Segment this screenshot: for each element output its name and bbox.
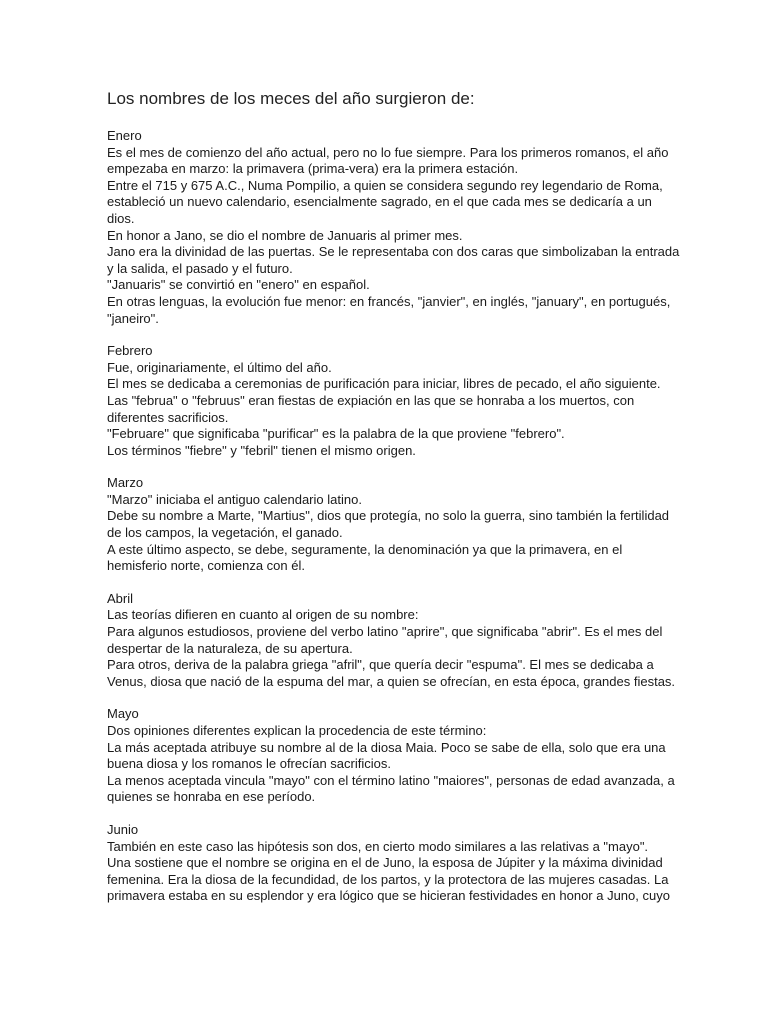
text-line: "Januaris" se convirtió en "enero" en español.: [107, 277, 370, 293]
sections-container: [107, 128, 712, 905]
text-line: "Februare" que significaba "purificar" es la palabra de la que proviene "febrero".: [107, 426, 565, 442]
section-febrero: [107, 343, 712, 459]
text-line: Debe su nombre a Marte, "Martius", dios que protegía, no solo la guerra, sino también la fertilidad: [107, 508, 670, 524]
text-line: "Marzo" iniciaba el antiguo calendario latino.: [107, 491, 362, 507]
text-line: Entre el 715 y 675 A.C., Numa Pompilio, a quien se considera segundo rey legendario de Roma,: [107, 177, 663, 193]
section-junio: [107, 822, 712, 905]
text-line: quienes se honraba en ese período.: [107, 789, 316, 805]
section-body: [107, 360, 712, 460]
text-line: buena diosa y los romanos le ofrecían sacrificios.: [107, 756, 391, 772]
text-line: y la salida, el pasado y el futuro.: [107, 260, 293, 276]
section-enero: [107, 128, 712, 327]
text-line: femenina. Era la diosa de la fecundidad, de los partos, y la protectora de las mujeres casadas. La: [107, 871, 669, 887]
text-line: despertar de la naturaleza, de su apertura.: [107, 640, 353, 656]
text-line: empezaba en marzo: la primavera (prima-vera) era la primera estación.: [107, 161, 519, 177]
text-line: Los términos "fiebre" y "febril" tienen el mismo origen.: [107, 442, 416, 458]
section-body: [107, 607, 712, 690]
text-line: hemisferio norte, comienza con él.: [107, 558, 305, 574]
section-heading: Abril: [107, 590, 134, 606]
section-heading: Marzo: [107, 475, 144, 491]
text-line: estableció un nuevo calendario, esencialmente sagrado, en el que cada mes se dedicaría a un: [107, 194, 652, 210]
text-line: También en este caso las hipótesis son dos, en cierto modo similares a las relativas a "mayo".: [107, 838, 649, 854]
section-heading: Enero: [107, 128, 142, 143]
section-marzo: [107, 475, 712, 575]
text-line: En honor a Jano, se dio el nombre de Januaris al primer mes.: [107, 227, 463, 243]
text-line: El mes se dedicaba a ceremonias de purificación para iniciar, libres de pecado, el año siguiente.: [107, 376, 661, 392]
section-body: [107, 723, 712, 806]
text-line: Es el mes de comienzo del año actual, pero no lo fue siempre. Para los primeros romanos, el año: [107, 144, 669, 160]
text-line: A este último aspecto, se debe, seguramente, la denominación ya que la primavera, en el: [107, 541, 623, 557]
text-line: de los campos, la vegetación, el ganado.: [107, 525, 343, 541]
text-line: Para otros, deriva de la palabra griega "afril", que quería decir "espuma". El mes se dedicaba a: [107, 657, 654, 673]
text-line: Jano era la divinidad de las puertas. Se le representaba con dos caras que simbolizaban la entrada: [107, 244, 680, 260]
text-line: "janeiro".: [107, 310, 159, 326]
text-line: Para algunos estudiosos, proviene del verbo latino "aprire", que significaba "abrir". Es el mes del: [107, 624, 663, 640]
text-line: La más aceptada atribuye su nombre al de la diosa Maia. Poco se sabe de ella, solo que era una: [107, 739, 666, 755]
text-line: dios.: [107, 210, 135, 226]
section-heading: Febrero: [107, 343, 153, 359]
text-line: Las teorías difieren en cuanto al origen de su nombre:: [107, 607, 419, 623]
text-line: Las "februa" o "februus" eran fiestas de expiación en las que se honraba a los muertos, con: [107, 392, 635, 408]
text-line: En otras lenguas, la evolución fue menor: en francés, "janvier", en inglés, "january", en portugués,: [107, 293, 671, 309]
section-body: [107, 839, 712, 905]
section-abril: [107, 591, 712, 691]
section-body: [107, 145, 712, 328]
section-heading: Mayo: [107, 706, 139, 722]
text-line: Dos opiniones diferentes explican la procedencia de este término:: [107, 723, 487, 738]
section-heading: Junio: [107, 821, 139, 837]
document-title: Los nombres de los meces del año surgieron de:: [107, 89, 475, 108]
text-line: Venus, diosa que nació de la espuma del mar, a quien se ofrecían, en esta época, grandes fiestas.: [107, 673, 676, 689]
text-line: diferentes sacrificios.: [107, 409, 229, 425]
text-line: Una sostiene que el nombre se origina en el de Juno, la esposa de Júpiter y la máxima divinidad: [107, 855, 663, 871]
section-mayo: [107, 706, 712, 806]
text-line: La menos aceptada vincula "mayo" con el término latino "maiores", personas de edad avanzada, a: [107, 772, 675, 788]
section-body: [107, 492, 712, 575]
text-line: Fue, originariamente, el último del año.: [107, 359, 332, 375]
text-line: primavera estaba en su esplendor y era lógico que se hicieran festividades en honor a Juno, cuyo: [107, 888, 670, 904]
